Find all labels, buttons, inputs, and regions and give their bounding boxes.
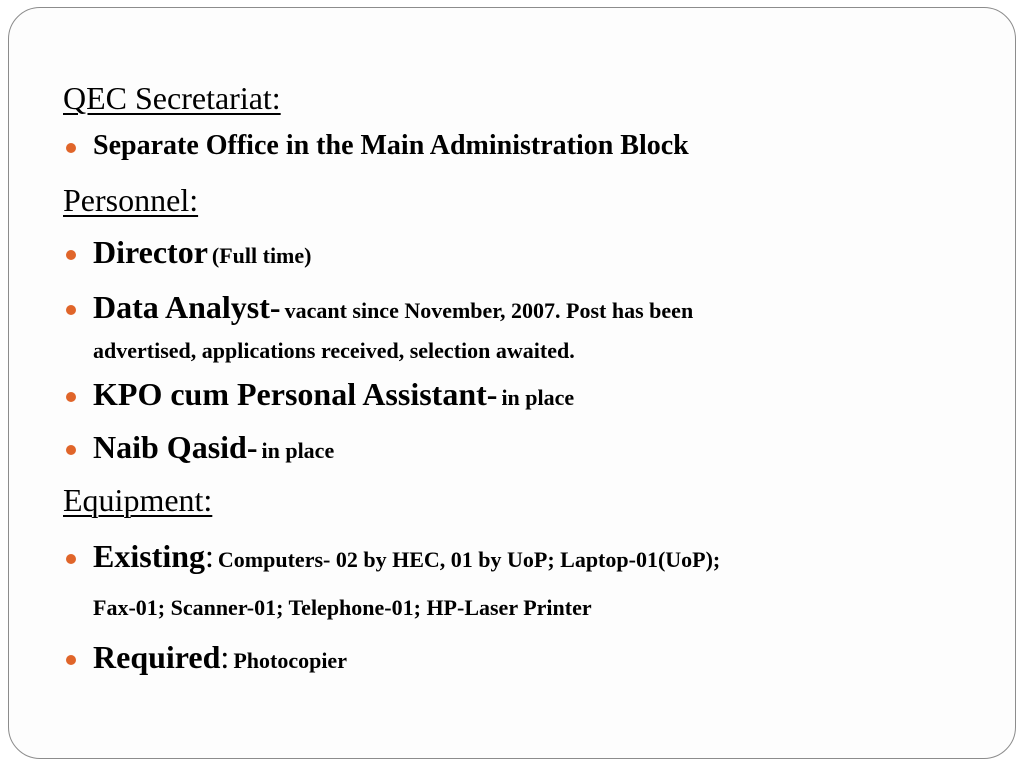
heading-qec-secretariat: QEC Secretariat: xyxy=(63,80,281,116)
item-separate-office: Separate Office in the Main Administration Block xyxy=(93,130,689,161)
data-analyst-note-line2: advertised, applications received, selection awaited. xyxy=(93,338,575,363)
bullet-icon xyxy=(66,655,76,665)
heading-equipment: Equipment: xyxy=(63,482,213,518)
required-colon: : xyxy=(220,639,230,675)
data-analyst-note: vacant since November, 2007. Post has been xyxy=(284,298,694,323)
naib-qasid-title: Naib Qasid- xyxy=(93,429,258,465)
bullet-icon xyxy=(66,305,76,315)
heading-personnel: Personnel: xyxy=(63,182,199,218)
director-note: (Full time) xyxy=(211,243,312,268)
item-existing xyxy=(93,538,720,575)
required-note: Photocopier xyxy=(233,648,347,673)
bullet-icon xyxy=(66,143,76,153)
item-required xyxy=(93,639,347,676)
naib-qasid-note: in place xyxy=(261,438,335,463)
item-data-analyst xyxy=(93,289,693,326)
required-title: Required xyxy=(93,639,221,675)
kpo-note: in place xyxy=(501,385,575,410)
slide-content xyxy=(9,8,1015,758)
existing-title: Existing xyxy=(93,538,206,574)
bullet-icon xyxy=(66,250,76,260)
director-title: Director xyxy=(93,234,208,270)
bullet-icon xyxy=(66,392,76,402)
bullet-icon xyxy=(66,554,76,564)
existing-note: Computers- 02 by HEC, 01 by UoP; Laptop-01(UoP); xyxy=(217,547,721,572)
item-naib-qasid xyxy=(93,429,334,466)
existing-note-line2: Fax-01; Scanner-01; Telephone-01; HP-Laser Printer xyxy=(93,595,592,620)
existing-colon: : xyxy=(205,538,214,574)
item-director xyxy=(93,234,311,271)
kpo-title: KPO cum Personal Assistant- xyxy=(93,376,498,412)
data-analyst-title: Data Analyst- xyxy=(93,289,281,325)
bullet-icon xyxy=(66,445,76,455)
item-kpo xyxy=(93,376,574,413)
slide-frame xyxy=(8,7,1016,759)
